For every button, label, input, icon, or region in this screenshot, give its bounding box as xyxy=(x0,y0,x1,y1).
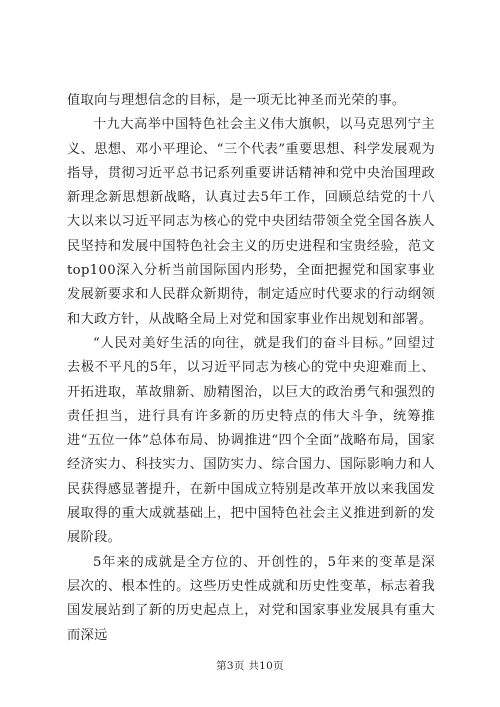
paragraph-five-year-achievements: 5年来的成就是全方位的、开创性的，5年来的变革是深层次的、根本性的。这些历史性成就和历史性变革，标志着我国发展站到了新的历史起点上，对党和国家事业发展具有重大而深远 xyxy=(67,554,435,643)
paragraph-nineteenth-congress: 十九大高举中国特色社会主义伟大旗帜，以马克思列宁主义、思想、邓小平理论、“三个代表”重要思想、科学发展观为指导，贯彻习近平总书记系列重要讲话精神和党中央治国理政新理念新思想新战略，认真过去5年工作，回顾总结党的十八大以来以习近平同志为核心的党中央团结带领全党全国各族人民坚持和发展中国特色社会主义的历史进程和宝贵经验，范文top100深入分析当前国际国内形势，全面把握党和国家事业发展新要求和人民群众新期待，制定适应时代要求的行动纲领和大政方针，从战略全局上对党和国家事业作出规划和部署。 xyxy=(67,117,435,327)
paragraph-peoples-aspiration: “人民对美好生活的向往，就是我们的奋斗目标。”回望过去极不平凡的5年，以习近平同志为核心的党中央迎难而上、开拓进取，革故鼎新、励精图治，以巨大的政治勇气和强烈的责任担当，进行具有许多新的历史特点的伟大斗争，统筹推进“五位一体”总体布局、协调推进“四个全面”战略布局，国家经济实力、科技实力、国防实力、综合国力、国际影响力和人民获得感显著提升，在新中国成立特别是改革开放以来我国发展取得的重大成就基础上，把中国特色社会主义推进到新的发展阶段。 xyxy=(67,335,435,546)
page-number-footer: 第3页 共10页 xyxy=(216,660,284,672)
body-text xyxy=(67,89,435,648)
paragraph-continuation: 值取向与理想信念的目标，是一项无比神圣而光荣的事。 xyxy=(67,93,406,108)
